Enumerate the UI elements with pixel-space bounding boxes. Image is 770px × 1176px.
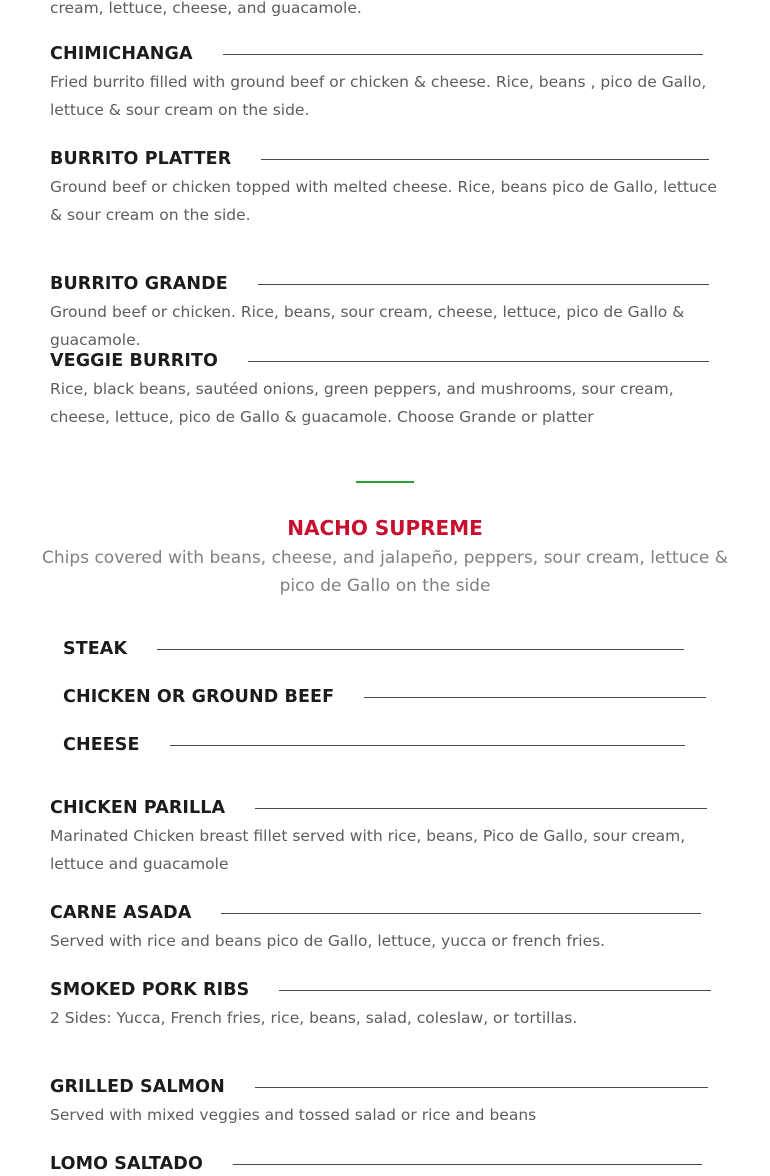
menu-item-veggie-burrito	[50, 349, 720, 431]
menu-item-chicken-parilla	[50, 796, 720, 878]
item-description: Ground beef or chicken topped with melted cheese. Rice, beans pico de Gallo, lettuce & sour cream on the side.	[50, 178, 717, 224]
item-name: VEGGIE BURRITO	[50, 351, 219, 371]
item-description: Fried burrito filled with ground beef or chicken & cheese. Rice, beans , pico de Gallo, lettuce & sour cream on the side.	[50, 73, 707, 119]
option-name: CHICKEN OR GROUND BEEF	[63, 687, 335, 707]
option-divider-line	[364, 697, 706, 698]
section-description: Chips covered with beans, cheese, and jalapeño, peppers, sour cream, lettuce & pico de Gallo on the side	[42, 548, 728, 596]
item-name: CHIMICHANGA	[50, 44, 193, 64]
item-divider-line	[233, 1164, 702, 1165]
section-divider	[356, 481, 414, 483]
item-description: Served with rice and beans pico de Gallo, lettuce, yucca or french fries.	[50, 932, 606, 950]
item-divider-line	[255, 808, 707, 809]
menu-item-carne-asada	[50, 901, 720, 955]
menu-item-burrito-grande	[50, 272, 720, 354]
menu-item-lomo-saltado	[50, 1152, 720, 1176]
option-divider-line	[170, 745, 685, 746]
item-divider-line	[261, 159, 709, 160]
option-divider-line	[157, 649, 684, 650]
item-description: 2 Sides: Yucca, French fries, rice, beans, salad, coleslaw, or tortillas.	[50, 1009, 578, 1027]
nacho-option-cheese	[63, 733, 678, 757]
section-title: NACHO SUPREME	[287, 516, 483, 540]
previous-item-description: cream, lettuce, cheese, and guacamole.	[50, 0, 362, 17]
item-divider-line	[279, 990, 711, 991]
item-description: Ground beef or chicken. Rice, beans, sour cream, cheese, lettuce, pico de Gallo & guacamole.	[50, 303, 685, 349]
item-divider-line	[223, 54, 703, 55]
item-description: Rice, black beans, sautéed onions, green peppers, and mushrooms, sour cream, cheese, lettuce, pico de Gallo & guacamole. Choose Grande or platter	[50, 380, 674, 426]
menu-item-burrito-platter	[50, 147, 720, 229]
item-name: CHICKEN PARILLA	[50, 798, 226, 818]
item-description: Marinated Chicken breast fillet served with rice, beans, Pico de Gallo, sour cream, lettuce and guacamole	[50, 827, 686, 873]
item-divider-line	[221, 913, 701, 914]
nacho-option-chicken-or-ground-beef	[63, 685, 678, 709]
item-name: SMOKED PORK RIBS	[50, 980, 250, 1000]
option-name: CHEESE	[63, 735, 140, 755]
item-name: BURRITO GRANDE	[50, 274, 228, 294]
menu-item-chimichanga	[50, 42, 720, 124]
item-divider-line	[248, 361, 709, 362]
item-divider-line	[258, 284, 709, 285]
item-name: GRILLED SALMON	[50, 1077, 225, 1097]
item-name: CARNE ASADA	[50, 903, 192, 923]
menu-item-grilled-salmon	[50, 1075, 720, 1129]
item-divider-line	[255, 1087, 708, 1088]
item-description: Served with mixed veggies and tossed salad or rice and beans	[50, 1106, 537, 1124]
item-name: LOMO SALTADO	[50, 1154, 203, 1174]
menu-item-smoked-pork-ribs	[50, 978, 720, 1032]
nacho-option-steak	[63, 637, 678, 661]
item-name: BURRITO PLATTER	[50, 149, 232, 169]
option-name: STEAK	[63, 639, 128, 659]
